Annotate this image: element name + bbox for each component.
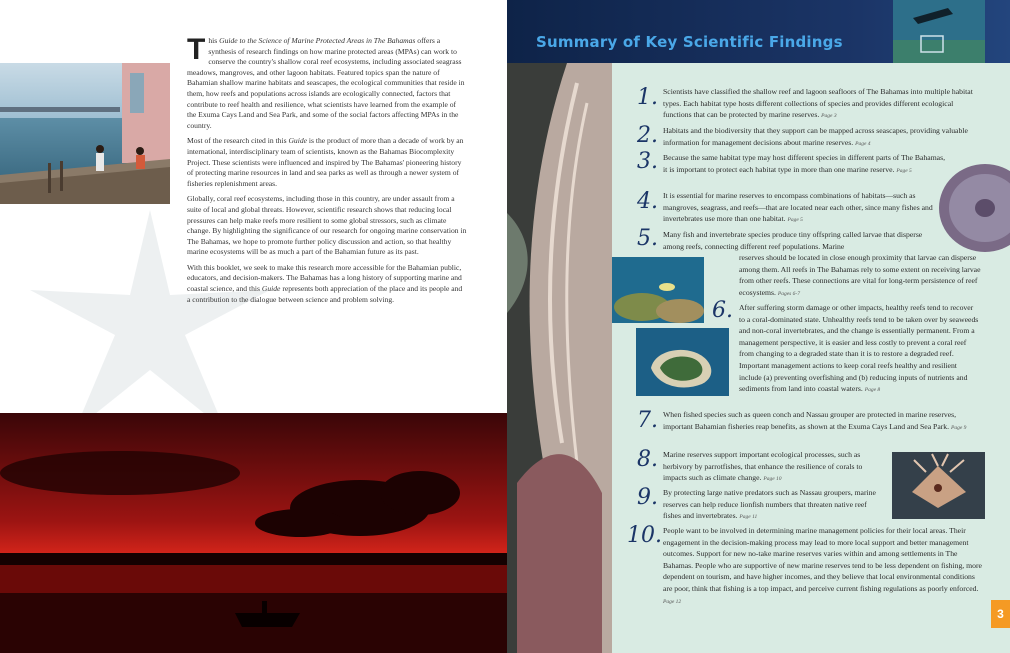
intro-paragraph-2 xyxy=(187,136,467,189)
dock-children-photo xyxy=(0,63,170,204)
finding-number: 6. xyxy=(712,298,733,323)
right-page xyxy=(507,0,1010,653)
finding-number: 2. xyxy=(637,123,658,148)
finding-body: Marine reserves support important ecological processes, such as herbivory by parrotfishes, that enhance the resilience of corals to impacts such as climate change. xyxy=(663,450,863,483)
finding-text xyxy=(663,525,985,608)
island-aerial-photo xyxy=(636,328,729,396)
diver-photo xyxy=(893,0,985,63)
intro-p2-rest: is the product of more than a decade of work by an international, interdisciplinary team of scientists, known as the Bahamas Biocomplexity Project. These scientists were influenced and inspired by The Bahamas' pioneering history of protecting marine resources in land and sea parks as well as through a newer system of fisheries replenishment areas. xyxy=(187,136,464,188)
intro-p2-guide: Guide xyxy=(288,136,307,146)
finding-number: 8. xyxy=(637,447,658,472)
finding-text xyxy=(663,487,885,524)
feather-worm-photo xyxy=(507,63,612,653)
intro-paragraph-1 xyxy=(187,33,467,131)
lionfish-photo xyxy=(892,452,985,519)
finding-number: 10. xyxy=(627,523,662,548)
intro-p4-guide: Guide xyxy=(261,284,281,294)
finding-number: 9. xyxy=(637,485,658,510)
page-ref: Page 4 xyxy=(855,140,871,147)
finding-body: By protecting large native predators such as Nassau groupers, marine reserves can help reduce lionfish numbers that threaten native reef fishes and invertebrates. xyxy=(663,488,876,521)
page-ref: Page 9 xyxy=(951,424,967,431)
page-ref: Page 11 xyxy=(739,514,758,521)
page-ref: Page 8 xyxy=(864,387,881,394)
finding-number: 4. xyxy=(637,189,658,214)
intro-paragraph-4 xyxy=(187,263,467,305)
page-ref: Pages 6-7 xyxy=(777,290,801,297)
intro-text xyxy=(187,33,467,310)
finding-body: It is essential for marine reserves to encompass combinations of habitats—such as mangroves, seagrass, and reefs—that are located near each other, since many fishes and invertebrates use more than one habitat. xyxy=(663,191,933,224)
finding-body: Scientists have classified the shallow reef and lagoon seafloors of The Bahamas into multiple habitat types. Each habitat type hosts different collections of species and provides different ecological functions that can be protected by marine reserves. xyxy=(663,87,973,120)
intro-p2-lead: Most of the research cited in this xyxy=(187,136,289,146)
finding-text xyxy=(739,302,981,397)
finding-text xyxy=(663,449,885,486)
finding-body: reserves should be located in close enough proximity that larvae can disperse among them. All reefs in The Bahamas rely to some extent on receiving larvae from other reefs. These connections are vital for long-term persistence of reef ecosystems. xyxy=(739,253,981,297)
finding-text xyxy=(663,86,979,123)
page-ref: Page 10 xyxy=(763,476,782,483)
finding-body: Because the same habitat type may host different species in different parts of The Bahamas, it is important to protect each habitat type in more than one marine reserve. xyxy=(663,153,945,174)
page-title: Summary of Key Scientific Findings xyxy=(536,33,843,51)
finding-number: 7. xyxy=(637,408,658,433)
finding-number: 5. xyxy=(637,226,658,251)
finding-text xyxy=(663,190,939,227)
page-ref: Page 3 xyxy=(821,113,837,120)
finding-text xyxy=(663,409,985,434)
finding-body: People want to be involved in determining marine management policies for their local areas. Their engagement in the decision-making process may lead to more local support and better management outcomes. Support for new no-take marine reserves varies within and among settlements in The Bahamas. People who are supportive of new marine reserves tend to be less dependent on fishing, more dependent on tourism, and have higher incomes, and they believe that local environmental conditions are poor, think that fishing is a top impact, and perceive current fishing regulations as poorly enforced. xyxy=(663,526,982,593)
page-ref: Page 5 xyxy=(787,217,803,224)
intro-p1-lead: his xyxy=(208,36,220,45)
finding-text xyxy=(739,252,987,300)
finding-number: 1. xyxy=(637,85,658,110)
page-ref: Page 5 xyxy=(896,167,912,174)
intro-paragraph-3: Globally, coral reef ecosystems, including those in this country, are under assault from a suite of local and global threats. However, scientific research shows that reducing local pressures can help make reefs more resilient to some global stressors, such as climate change. By highlighting the significance of our research for ongoing marine conservation in The Bahamas, we hope to promote further policy discussion and action, so that healthy marine ecosystems will be as much a part of the Bahamian future as its past. xyxy=(187,194,467,257)
finding-text xyxy=(663,152,949,177)
coral-reef-photo xyxy=(612,257,704,323)
page-ref: Page 12 xyxy=(663,598,682,605)
drop-cap: T xyxy=(187,33,206,66)
finding-text-lead: Many fish and invertebrate species produce tiny offspring called larvae that disperse among reefs, connecting different reef populations. Marine xyxy=(663,230,923,251)
guide-title: Guide to the Science of Marine Protected Areas in The Bahamas xyxy=(219,36,416,45)
intro-p4-rest: represents both appreciation of the place and its people and a contribution to the dialogue between science and problem solving. xyxy=(187,284,463,304)
finding-body: When fished species such as queen conch and Nassau grouper are protected in marine reserves, important Bahamian fisheries reap benefits, as shown at the Exuma Cays Land and Sea Park. xyxy=(663,410,957,431)
intro-p4-lead: With this booklet, we seek to make this research more accessible for the Bahamian public, educators, and decision-makers. The Bahamas has a long history of supporting marine and coastal science, and this xyxy=(187,262,462,294)
finding-body: After suffering storm damage or other impacts, healthy reefs tend to recover to a coral-dominated state. Unhealthy reefs tend to be taken over by seaweeds and non-coral invertebrates, and the change is essentially permanent. From a management perspective, it is easier and less costly to prevent a coral reef from changing to a degraded state than it is to restore a degraded reef. Important management actions to keep coral reefs healthy and resilient include (a) preventing overfishing and (b) reducing inputs of nutrients and sediments from land into coastal waters. xyxy=(739,303,979,394)
finding-text xyxy=(663,125,979,150)
sunset-photo xyxy=(0,413,507,653)
finding-body: Habitats and the biodiversity that they support can be mapped across seascapes, providing valuable information for management decisions about marine reserves. xyxy=(663,126,968,147)
intro-p1-rest: offers a synthesis of research findings on how marine protected areas (MPAs) can work to conserve the country's shallow coral reef ecosystems, including associated seagrass meadows, mangroves, and other lagoon habitats. Featured topics span the nature of Bahamian shallow marine habitats and seascapes, the ecological communities that reside in them, how reefs and populations across islands are ecologically connected, factors that contribute to reef health and resilience, what scientists have learned from the example of the Exuma Cays Land and Sea Park, and some of the social factors affecting MPAs in the country. xyxy=(187,36,465,130)
page-number: 3 xyxy=(997,607,1004,621)
finding-number: 3. xyxy=(637,149,658,174)
